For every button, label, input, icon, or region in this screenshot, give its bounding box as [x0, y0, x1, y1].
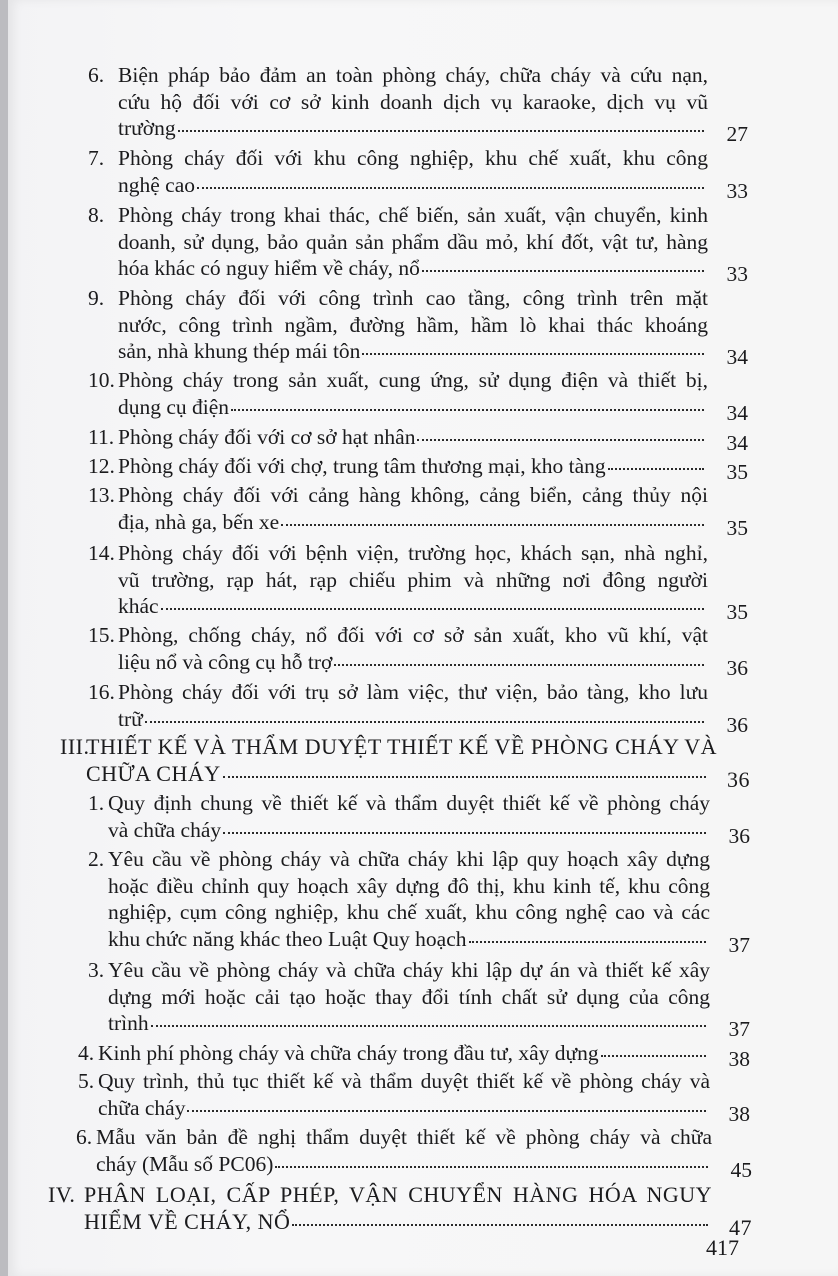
toc-entry-page: 36: [726, 655, 748, 680]
toc-entry-title-line: THIẾT KẾ VÀ THẨM DUYỆT THIẾT KẾ VỀ PHÒNG CHÁY VÀ: [86, 734, 718, 759]
dot-leader: [417, 438, 704, 441]
toc-entry-title-line: hoặc điều chỉnh quy hoạch xây dựng đô thị, khu kinh tế, khu công: [108, 873, 710, 898]
dot-leader: [281, 523, 704, 526]
toc-entry-number: III.: [60, 734, 90, 759]
dot-leader: [197, 186, 704, 189]
dot-leader: [178, 129, 704, 132]
toc-entry[interactable]: [78, 1068, 750, 1126]
toc-entry-title-line: Phòng cháy đối với trụ sở làm việc, thư viện, bảo tàng, kho lưu: [118, 680, 708, 704]
toc-entry[interactable]: [88, 540, 748, 624]
toc-entry-number: 2.: [88, 847, 105, 871]
toc-entry-title-line: cháy (Mẫu số PC06): [96, 1151, 274, 1176]
dot-leader: [422, 269, 704, 272]
toc-entry-title-line: trình: [108, 1011, 149, 1035]
toc-entry-number: 12.: [88, 454, 115, 478]
toc-entry-number: 8.: [88, 203, 105, 227]
toc-entry-page: 38: [728, 1047, 750, 1071]
toc-entry-title-line: hóa khác có nguy hiểm về cháy, nổ: [118, 256, 420, 280]
dot-leader: [601, 1054, 706, 1057]
toc-entry-title-line: liệu nổ và công cụ hỗ trợ: [118, 649, 333, 674]
toc-entry[interactable]: [76, 1124, 752, 1182]
toc-entry-title-line: và chữa cháy: [108, 817, 222, 842]
toc-entry-title-line: Phòng cháy đối với cảng hàng không, cảng biển, cảng thủy nội: [118, 483, 708, 507]
toc-entry-page: 37: [728, 1017, 750, 1041]
toc-entry-title-line: Phòng cháy đối với khu công nghiệp, khu chế xuất, khu công: [118, 146, 708, 170]
toc-entry-page: 33: [726, 262, 748, 286]
toc-entry-title-line: CHỮA CHÁY: [86, 760, 221, 786]
dot-leader: [161, 607, 704, 610]
toc-entry-page: 33: [726, 178, 748, 203]
toc-entry-number: 16.: [88, 680, 115, 704]
toc-entry-title-line: Yêu cầu về phòng cháy và chữa cháy khi lập dự án và thiết kế xây: [108, 958, 710, 982]
toc-entry-number: 7.: [88, 146, 105, 170]
toc-entry-page: 34: [726, 431, 748, 455]
toc-entry-number: 6.: [88, 63, 105, 87]
toc-entry[interactable]: [88, 285, 748, 369]
toc-entry-number: 6.: [76, 1125, 93, 1149]
toc-entry[interactable]: [48, 1182, 752, 1240]
toc-entry-title-line: nghiệp, cụm công nghiệp, khu chế xuất, khu công nghệ cao và các: [108, 900, 710, 924]
toc-entry-page: 38: [728, 1101, 750, 1126]
toc-entry-title-line: nước, công trình ngầm, đường hầm, hầm lò khai thác khoáng: [118, 312, 708, 337]
toc-entry-title-line: Phòng cháy trong sản xuất, cung ứng, sử dụng điện và thiết bị,: [118, 368, 708, 392]
dot-leader: [151, 1024, 706, 1027]
toc-entry-title-line: Quy định chung về thiết kế và thẩm duyệt thiết kế về phòng cháy: [108, 791, 710, 815]
toc-entry[interactable]: [88, 453, 748, 484]
toc-entry[interactable]: [88, 62, 748, 146]
toc-entry-page: 34: [726, 400, 748, 425]
dot-leader: [223, 831, 706, 834]
toc-entry-title-line: doanh, sử dụng, bảo quản sản phẩm dầu mỏ, khí đốt, vật tư, hàng: [118, 229, 708, 254]
toc-entry-page: 36: [728, 823, 750, 848]
toc-entry[interactable]: [88, 622, 748, 680]
toc-entry[interactable]: [88, 846, 750, 957]
toc-entry-number: 13.: [88, 483, 115, 507]
toc-entry-page: 47: [729, 1214, 752, 1240]
dot-leader: [275, 1165, 708, 1168]
toc-entry-page: 35: [726, 460, 748, 484]
toc-entry-title-line: Mẫu văn bản đề nghị thẩm duyệt thiết kế về phòng cháy và chữa: [96, 1125, 712, 1149]
dot-leader: [223, 775, 706, 778]
toc-entry-page: 36: [726, 712, 748, 737]
toc-entry[interactable]: [88, 482, 748, 540]
toc-entry-title-line: cứu hộ đối với cơ sở kinh doanh dịch vụ karaoke, dịch vụ vũ: [118, 89, 708, 114]
toc-entry-number: 11.: [88, 425, 115, 449]
toc-entry-title-line: Phòng cháy đối với cơ sở hạt nhân: [118, 425, 416, 449]
toc-entry[interactable]: [60, 734, 750, 792]
toc-entry-title-line: sản, nhà khung thép mái tôn: [118, 339, 361, 363]
toc-entry[interactable]: [88, 424, 748, 455]
toc-entry-title-line: Phòng cháy đối với chợ, trung tâm thương mại, kho tàng: [118, 454, 606, 478]
toc-entry-title-line: Biện pháp bảo đảm an toàn phòng cháy, chữa cháy và cứu nạn,: [118, 63, 708, 87]
toc-entry[interactable]: [88, 957, 750, 1041]
dot-leader: [334, 663, 704, 666]
toc-entry-title-line: khu chức năng khác theo Luật Quy hoạch: [108, 926, 467, 951]
toc-entry-title-line: vũ trường, rạp hát, rạp chiếu phim và những nơi đông người: [118, 567, 708, 592]
toc-entry-title-line: dựng mới hoặc cải tạo hoặc thay đổi tính chất sử dụng của công: [108, 984, 710, 1009]
dot-leader: [292, 1223, 708, 1226]
toc-entry-title-line: Quy trình, thủ tục thiết kế và thẩm duyệt thiết kế về phòng cháy và: [98, 1069, 710, 1093]
toc-entry[interactable]: [88, 679, 748, 737]
toc-entry[interactable]: [88, 145, 748, 203]
toc-entry-title-line: trường: [118, 116, 176, 140]
dot-leader: [469, 940, 706, 943]
toc-entry-title-line: Phòng cháy đối với bệnh viện, trường học, khách sạn, nhà nghỉ,: [118, 541, 708, 565]
toc-entry-title-line: dụng cụ điện: [118, 394, 230, 419]
toc-entry-number: 1.: [88, 791, 105, 815]
dot-leader: [608, 467, 704, 470]
toc-entry-title-line: Yêu cầu về phòng cháy và chữa cháy khi lập quy hoạch xây dựng: [108, 847, 710, 871]
toc-entry-title-line: nghệ cao: [118, 172, 196, 197]
book-edge: [0, 0, 8, 1276]
toc-entry-title-line: Phòng cháy đối với công trình cao tầng, công trình trên mặt: [118, 286, 708, 310]
toc-entry-title-line: trữ: [118, 706, 143, 731]
toc-entry-number: 15.: [88, 623, 115, 647]
toc-entry-title-line: Kinh phí phòng cháy và chữa cháy trong đầu tư, xây dựng: [98, 1041, 599, 1065]
toc-entry-number: 5.: [78, 1069, 95, 1093]
toc-entry-title-line: HIỂM VỀ CHÁY, NỔ: [84, 1208, 291, 1234]
dot-leader: [187, 1109, 706, 1112]
toc-entry-title-line: Phòng, chống cháy, nổ đối với cơ sở sản xuất, kho vũ khí, vật: [118, 623, 708, 647]
toc-entry-page: 35: [726, 515, 748, 540]
toc-entry-number: IV.: [48, 1182, 76, 1207]
toc-entry[interactable]: [88, 790, 750, 848]
toc-entry[interactable]: [88, 202, 748, 286]
toc-entry[interactable]: [88, 367, 748, 425]
dot-leader: [145, 720, 704, 723]
toc-entry[interactable]: [78, 1040, 750, 1071]
toc-entry-title-line: PHÂN LOẠI, CẤP PHÉP, VẬN CHUYỂN HÀNG HÓA NGUY: [84, 1182, 712, 1207]
toc-entry-number: 9.: [88, 286, 105, 310]
toc-entry-number: 10.: [88, 368, 115, 392]
toc-entry-title-line: địa, nhà ga, bến xe: [118, 509, 280, 534]
toc-entry-title-line: Phòng cháy trong khai thác, chế biến, sản xuất, vận chuyển, kinh: [118, 203, 708, 227]
toc-entry-number: 4.: [78, 1041, 95, 1065]
dot-leader: [231, 408, 704, 411]
toc-entry-number: 3.: [88, 958, 105, 982]
toc-entry-page: 37: [728, 932, 750, 957]
toc-entry-page: 45: [730, 1157, 752, 1182]
dot-leader: [362, 352, 704, 355]
toc-entry-page: 36: [727, 766, 750, 792]
toc-entry-title-line: khác: [118, 594, 159, 618]
toc-entry-page: 34: [726, 345, 748, 369]
toc-entry-page: 35: [726, 600, 748, 624]
toc-entry-page: 27: [726, 122, 748, 146]
toc-entry-title-line: chữa cháy: [98, 1095, 186, 1120]
toc-entry-number: 14.: [88, 541, 115, 565]
page-number: 417: [706, 1235, 739, 1260]
